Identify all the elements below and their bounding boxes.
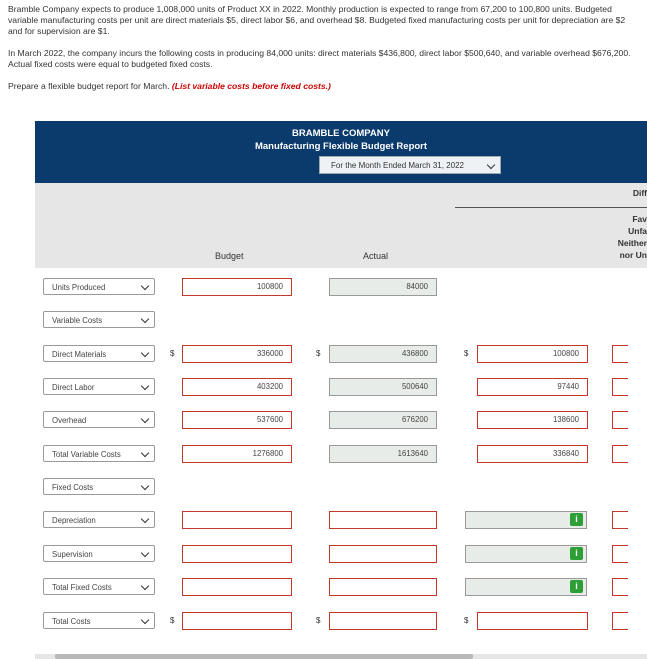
difference-input[interactable]: 336840 — [477, 445, 588, 463]
flexible-budget-report — [35, 121, 647, 659]
chevron-down-icon — [141, 582, 149, 590]
difference-type-dropdown[interactable] — [612, 511, 628, 529]
row-label-dropdown[interactable] — [43, 411, 155, 428]
difference-type-dropdown[interactable] — [612, 445, 628, 463]
row-label: Direct Labor — [52, 383, 95, 392]
currency-symbol: $ — [464, 349, 469, 358]
chevron-down-icon — [141, 515, 149, 523]
period-dropdown[interactable] — [319, 156, 501, 174]
difference-sub-3: Neither — [617, 238, 647, 248]
actual-input[interactable]: 84000 — [329, 278, 437, 296]
column-budget-label: Budget — [215, 251, 244, 261]
difference-sub-4: nor Un — [619, 250, 647, 260]
report-title: Manufacturing Flexible Budget Report — [254, 141, 428, 152]
company-name: BRAMBLE COMPANY — [292, 128, 390, 139]
currency-symbol: $ — [316, 616, 321, 625]
chevron-down-icon — [141, 616, 149, 624]
difference-input[interactable] — [465, 511, 587, 529]
problem-statement — [8, 4, 633, 103]
row-label: Total Variable Costs — [52, 450, 121, 459]
budget-input[interactable]: 403200 — [182, 378, 292, 396]
difference-sub-1: Fav — [632, 214, 647, 224]
chevron-down-icon — [141, 482, 149, 490]
row-label-dropdown[interactable] — [43, 612, 155, 629]
difference-type-dropdown[interactable] — [612, 345, 628, 363]
row-label-dropdown[interactable] — [43, 345, 155, 362]
budget-input[interactable]: 537600 — [182, 411, 292, 429]
actual-input[interactable]: 436800 — [329, 345, 437, 363]
budget-input[interactable] — [182, 545, 292, 563]
row-label: Direct Materials — [52, 350, 107, 359]
difference-input[interactable] — [465, 578, 587, 596]
period-value: For the Month Ended March 31, 2022 — [331, 161, 464, 170]
row-label: Total Costs — [52, 617, 91, 626]
difference-type-dropdown[interactable] — [612, 378, 628, 396]
difference-type-dropdown[interactable] — [612, 411, 628, 429]
budget-input[interactable] — [182, 511, 292, 529]
actual-input[interactable] — [329, 511, 437, 529]
currency-symbol: $ — [464, 616, 469, 625]
info-icon[interactable]: i — [570, 513, 583, 526]
difference-sub-2: Unfa — [628, 226, 647, 236]
instructions — [8, 81, 633, 92]
row-label: Overhead — [52, 416, 87, 425]
column-actual-label: Actual — [363, 251, 389, 261]
currency-symbol: $ — [170, 349, 175, 358]
row-label-dropdown[interactable] — [43, 278, 155, 295]
chevron-down-icon — [141, 549, 149, 557]
row-label-dropdown[interactable] — [43, 578, 155, 595]
budget-input[interactable] — [182, 578, 292, 596]
actual-input[interactable] — [329, 545, 437, 563]
row-label: Fixed Costs — [52, 483, 94, 492]
row-label: Supervision — [52, 550, 93, 559]
scrollbar-thumb[interactable] — [55, 654, 473, 659]
currency-symbol: $ — [170, 616, 175, 625]
intro-paragraph-2: In March 2022, the company incurs the following costs in producing 84,000 units: direct materials $436,800, direct labor $500,640, and variable overhead $676,200. Actual fixed costs were equal to budgeted fixed costs. — [8, 48, 631, 69]
difference-type-dropdown[interactable] — [612, 612, 628, 630]
horizontal-scrollbar[interactable] — [35, 654, 647, 659]
chevron-down-icon — [141, 349, 149, 357]
intro-paragraph-1: Bramble Company expects to produce 1,008,000 units of Product XX in 2022. Monthly production is expected to range from 67,200 to 100,800 units. Budgeted variable manufacturing costs per unit are direct materials $5, direct labor $6, and overhead $8. Budgeted fixed manufacturing costs per unit for depreciation are $2 and for supervision are $1. — [8, 4, 626, 36]
actual-input[interactable]: 676200 — [329, 411, 437, 429]
chevron-down-icon — [141, 315, 149, 323]
budget-input[interactable]: 100800 — [182, 278, 292, 296]
row-label: Depreciation — [52, 516, 96, 525]
info-icon[interactable]: i — [570, 547, 583, 560]
chevron-down-icon — [141, 415, 149, 423]
row-label: Variable Costs — [52, 316, 103, 325]
actual-input[interactable] — [329, 578, 437, 596]
difference-type-dropdown[interactable] — [612, 545, 628, 563]
difference-input[interactable]: 138600 — [477, 411, 588, 429]
row-label-dropdown[interactable] — [43, 511, 155, 528]
row-label-dropdown[interactable] — [43, 311, 155, 328]
budget-input[interactable] — [182, 612, 292, 630]
currency-symbol: $ — [316, 349, 321, 358]
difference-input[interactable]: 97440 — [477, 378, 588, 396]
chevron-down-icon — [141, 382, 149, 390]
instruction-note: (List variable costs before fixed costs.) — [171, 81, 331, 91]
actual-input[interactable] — [329, 612, 437, 630]
difference-divider — [455, 207, 647, 208]
chevron-down-icon — [487, 161, 495, 169]
row-label-dropdown[interactable] — [43, 545, 155, 562]
difference-type-dropdown[interactable] — [612, 578, 628, 596]
report-header — [35, 121, 647, 183]
row-label: Units Produced — [52, 283, 106, 292]
row-label: Total Fixed Costs — [52, 583, 112, 592]
difference-input[interactable]: 100800 — [477, 345, 588, 363]
actual-input[interactable]: 500640 — [329, 378, 437, 396]
row-label-dropdown[interactable] — [43, 445, 155, 462]
difference-input[interactable] — [477, 612, 588, 630]
chevron-down-icon — [141, 282, 149, 290]
info-icon[interactable]: i — [570, 580, 583, 593]
budget-input[interactable]: 1276800 — [182, 445, 292, 463]
chevron-down-icon — [141, 449, 149, 457]
column-difference-label: Diff — [632, 188, 647, 198]
actual-input[interactable]: 1613640 — [329, 445, 437, 463]
row-label-dropdown[interactable] — [43, 378, 155, 395]
column-header-row — [35, 183, 647, 268]
difference-input[interactable] — [465, 545, 587, 563]
budget-input[interactable]: 336000 — [182, 345, 292, 363]
row-label-dropdown[interactable] — [43, 478, 155, 495]
instruction-text: Prepare a flexible budget report for March. — [8, 81, 170, 91]
